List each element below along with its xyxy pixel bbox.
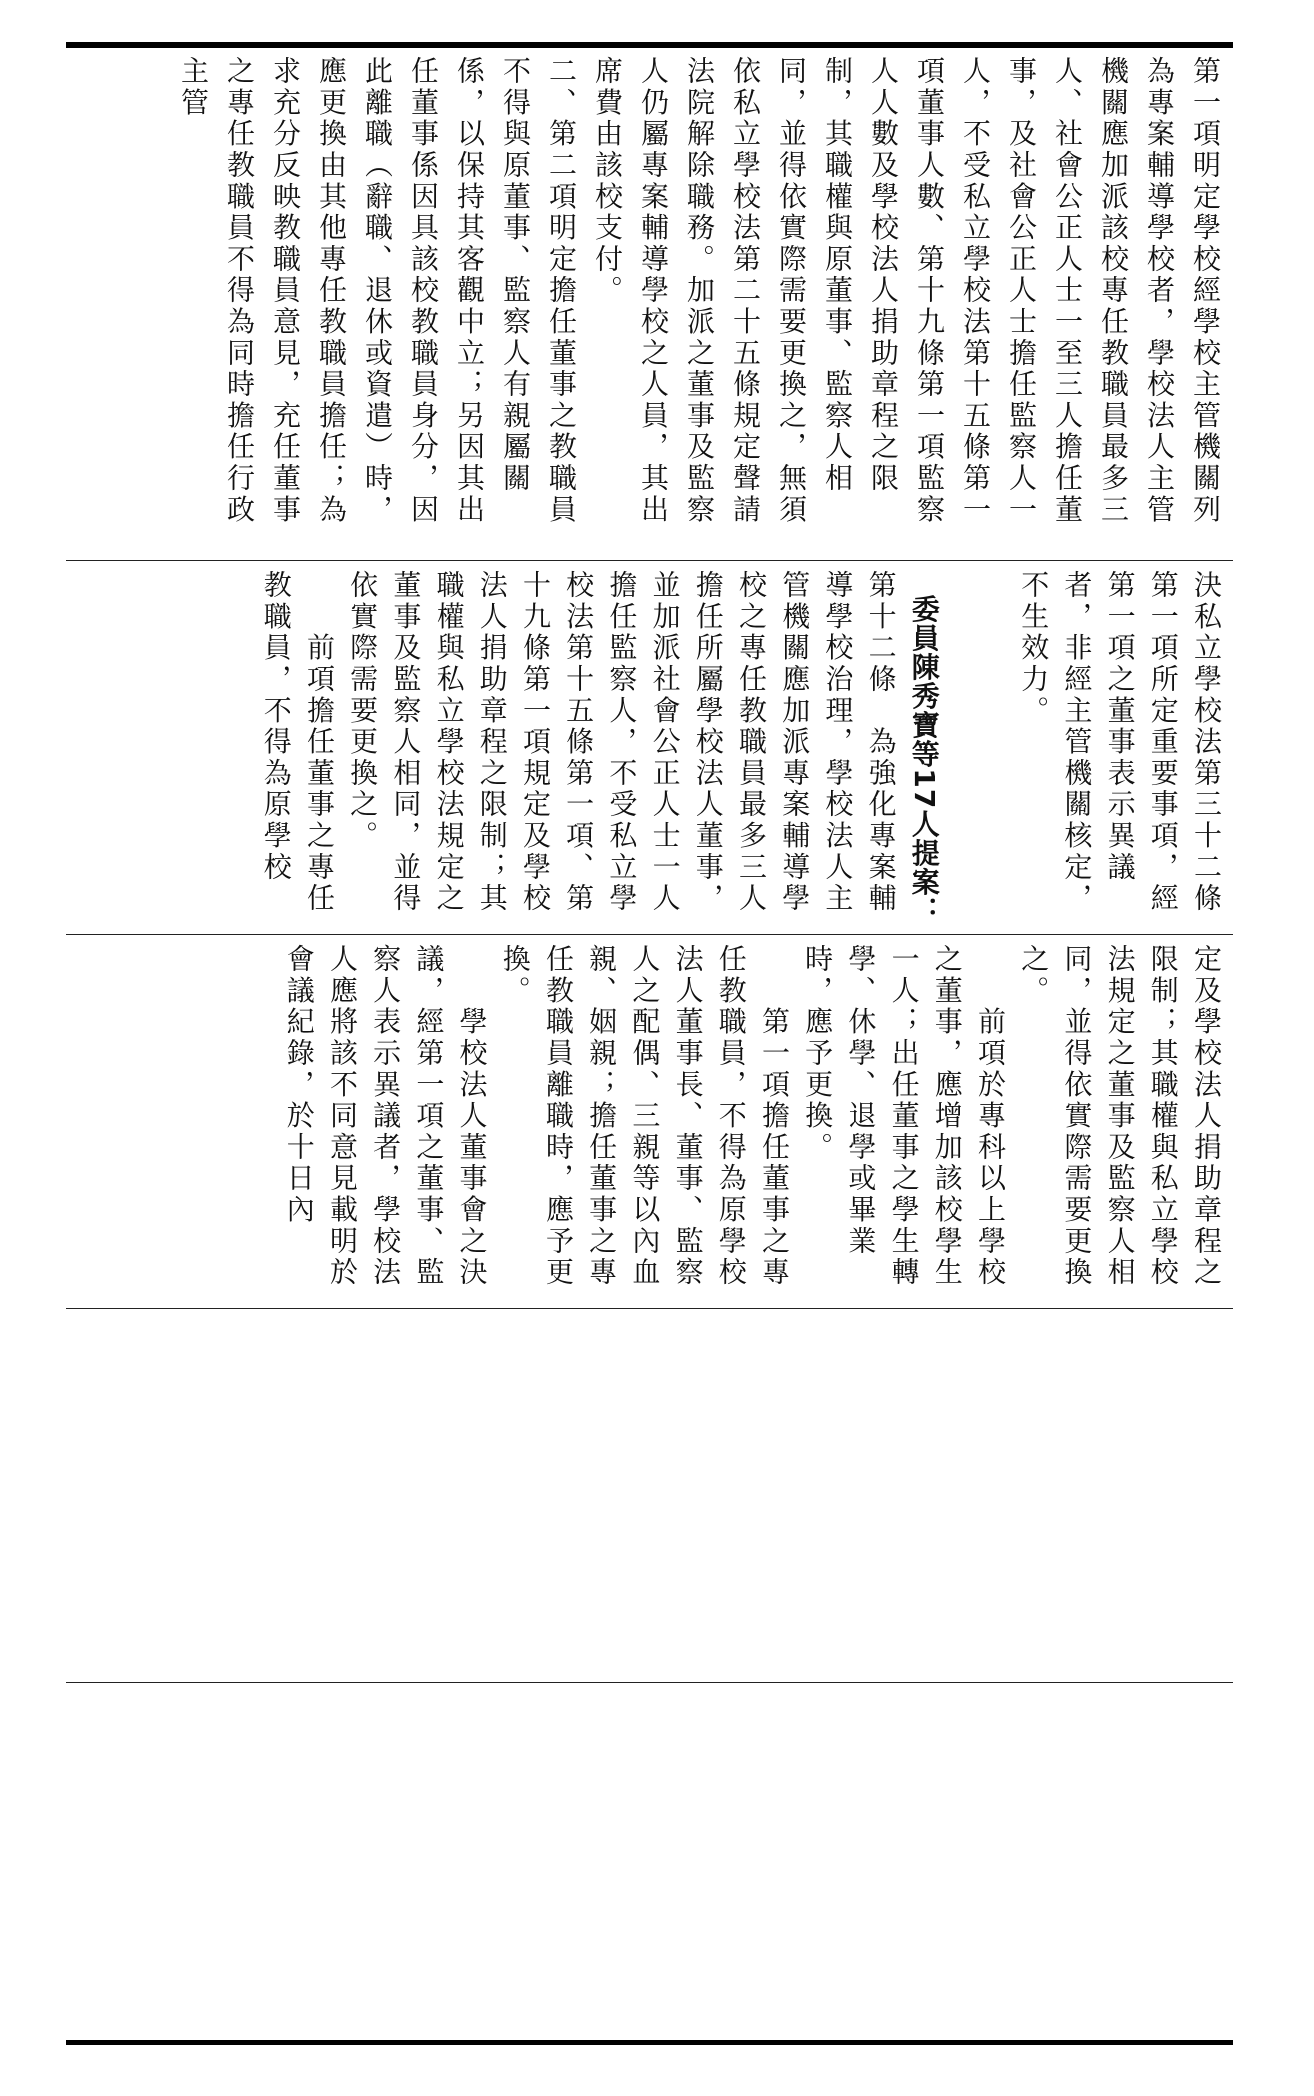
top-rule [66,42,1233,48]
row2-column-right [109,570,989,926]
row3-article-text: 定及學校法人捐助章程之限制；其職權與私立學校法規定之董事及監察人相同，並得依實際需要更換之。 前項於專科以上學校之董事，應增加該校學生一人；出任董事之學生轉學、休學、退學或畢業時，應予更換。 第一項擔任董事之專任教職員，不得為原學校法人董事長、董事、監察人之配偶、三親等以內血親、姻親；擔任董事之專任教職員離職時，應予更換。 學校法人董事會之決議，經第一項之董事、監察人表示異議者，學校法人應將該不同意見載明於會議紀錄，於十日內 [282,944,1223,1289]
row-divider-2 [66,934,1233,935]
article-12-text: 第十二條 為強化專案輔導學校治理，學校法人主管機關應加派專案輔導學校之專任教職員最多三人擔任所屬學校法人董事，並加派社會公正人士一人擔任監察人，不受私立學校法第十五條第一項、第十九條第一項規定及學校法人捐助章程之限制；其職權與私立學校法規定之董事及監察人相同，並得依實際需要更換之。 前項擔任董事之專任教職員，不得為原學校 [259,570,898,915]
row-divider-3 [66,1308,1233,1309]
row1-explanation-text: 第一項明定學校經學校主管機關列為專案輔導學校者，學校法人主管機關應加派該校專任教職員最多三人、社會公正人士一至三人擔任董事，及社會公正人士擔任監察人一人，不受私立學校法第十五條第一項董事人數、第十九條第一項監察人人數及學校法人捐助章程之限制，其職權與原董事、監察人相同，並得依實際需要更換之，無須依私立學校法第二十五條規定聲請法院解除職務。加派之董事及監察人仍屬專案輔導學校之人員，其出席費由該校支付。 二、第二項明定擔任董事之教職員不得與原董事、監察人有親屬關係，以保持其客觀中立；另因其出任董事係因具該校教職員身分，因此離職（辭職、退休或資遣）時，應更換由其他專任教職員擔任；為求充分反映教職員意見，充任董事之專任教職員不得為同時擔任行政主管 [177,56,1222,526]
row-divider-1 [66,560,1233,561]
row2-column-left: 決私立學校法第三十二條第一項所定重要事項，經第一項之董事表示異議者，非經主管機關核定，不生效力。 [1017,570,1223,915]
proposer-label: 委員陳秀寶等17人提案： [907,594,941,926]
row-divider-4 [66,1682,1233,1683]
bottom-rule [66,2040,1233,2045]
